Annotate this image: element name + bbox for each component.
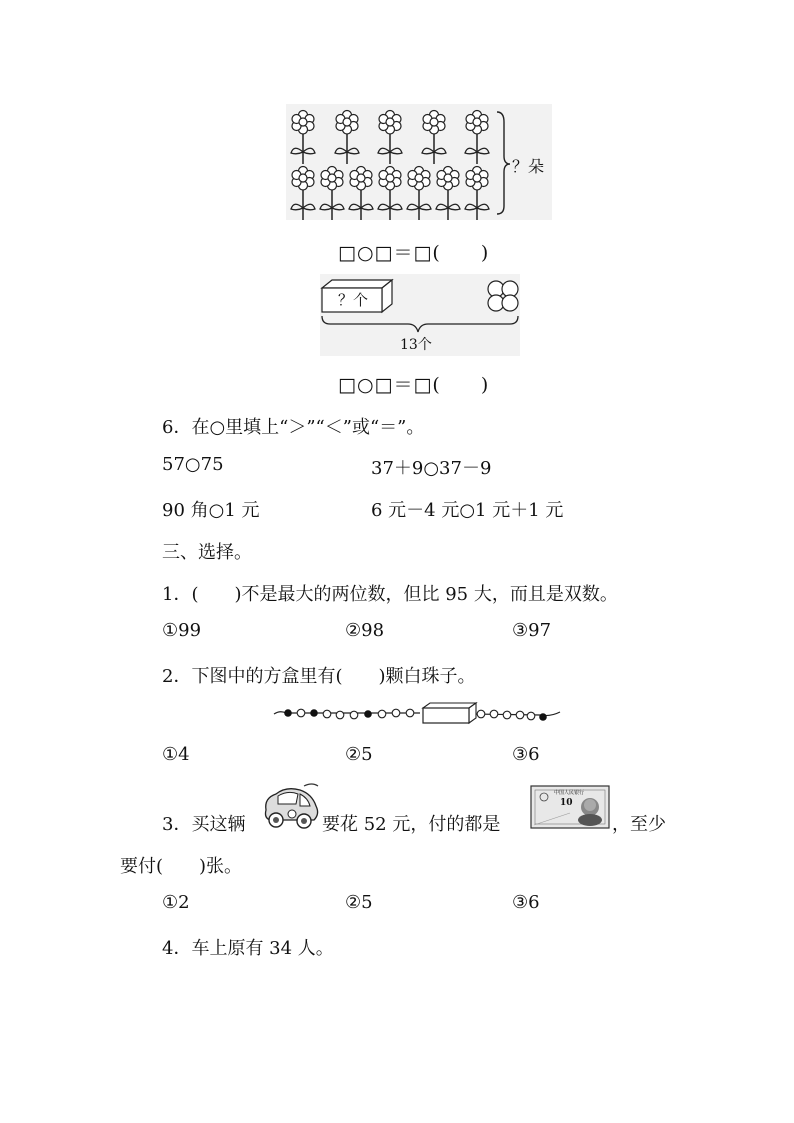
toy-car-image: [260, 780, 322, 832]
box-figure: [320, 274, 520, 356]
banknote-value: 10: [560, 798, 573, 808]
total-label: 13个: [400, 337, 432, 353]
flower: [291, 167, 315, 221]
white-bead: [490, 710, 498, 718]
white-bead: [336, 711, 344, 719]
right-brace: [497, 112, 510, 214]
s3-q2-option-3: ③6: [512, 744, 540, 765]
s3-q3-option-2: ②5: [345, 892, 373, 913]
s3-q1-text: 1．( )不是最大的两位数，但比 95 大，而且是双数。: [162, 584, 618, 605]
bead-string-figure: [270, 700, 562, 728]
s3-q1-option-1: ①99: [162, 620, 202, 641]
banknote-image: [530, 785, 610, 829]
bottom-brace: [322, 316, 518, 332]
toy-car-icon: [260, 780, 322, 832]
white-bead: [297, 709, 305, 717]
q6-item-2: 37＋9○37－9: [371, 458, 492, 479]
flower: [349, 167, 373, 221]
s3-q4-text: 4．车上原有 34 人。: [162, 938, 334, 959]
black-bead: [310, 709, 318, 717]
black-bead: [539, 713, 547, 721]
s3-q3-option-3: ③6: [512, 892, 540, 913]
white-bead: [503, 711, 511, 719]
flower: [465, 111, 489, 165]
s3-q3-option-1: ①2: [162, 892, 190, 913]
flower: [436, 167, 460, 221]
equation-2: □○□＝□( ): [338, 374, 490, 396]
s3-q2-option-2: ②5: [345, 744, 373, 765]
s3-q3-text-a: 3．买这辆: [162, 814, 246, 835]
white-bead: [378, 710, 386, 718]
bead-string-illustration: [270, 700, 562, 728]
flower: [422, 111, 446, 165]
flower: [378, 111, 402, 165]
white-bead: [323, 710, 331, 718]
box: [423, 708, 469, 723]
ball: [502, 295, 518, 311]
q6-item-1: 57○75: [162, 454, 224, 475]
white-bead: [350, 711, 358, 719]
equation-1: □○□＝□( ): [338, 242, 490, 264]
q6-item-4: 6 元－4 元○1 元＋1 元: [371, 500, 564, 521]
white-bead: [516, 711, 524, 719]
flower: [378, 167, 402, 221]
white-bead: [527, 712, 535, 720]
s3-q3-text-c: ，至少: [612, 814, 666, 835]
q6-item-3: 90 角○1 元: [162, 500, 260, 521]
white-bead: [406, 709, 414, 717]
s3-q2-text: 2．下图中的方盒里有( )颗白珠子。: [162, 666, 476, 687]
flower-count-label: ？朵: [512, 157, 545, 176]
s3-q3-text-b: 要花 52 元，付的都是: [322, 814, 501, 835]
section3-title: 三、选择。: [162, 542, 252, 563]
flower-figure: [286, 104, 552, 220]
s3-q1-option-3: ③97: [512, 620, 552, 641]
black-bead: [284, 709, 292, 717]
flower: [335, 111, 359, 165]
s3-q1-option-2: ②98: [345, 620, 385, 641]
flower: [407, 167, 431, 221]
banknote-bank-name: 中国人民银行: [554, 790, 585, 796]
flower: [320, 167, 344, 221]
q6-title: 6．在○里填上“＞”“＜”或“＝”。: [162, 417, 425, 438]
flower: [465, 167, 489, 221]
black-bead: [364, 710, 372, 718]
white-bead: [392, 709, 400, 717]
s3-q2-option-1: ①4: [162, 744, 190, 765]
box-unknown-label: ？个: [338, 291, 369, 309]
flower: [291, 111, 315, 165]
white-bead: [477, 710, 485, 718]
s3-q3-text-d: 要付( )张。: [120, 856, 243, 877]
